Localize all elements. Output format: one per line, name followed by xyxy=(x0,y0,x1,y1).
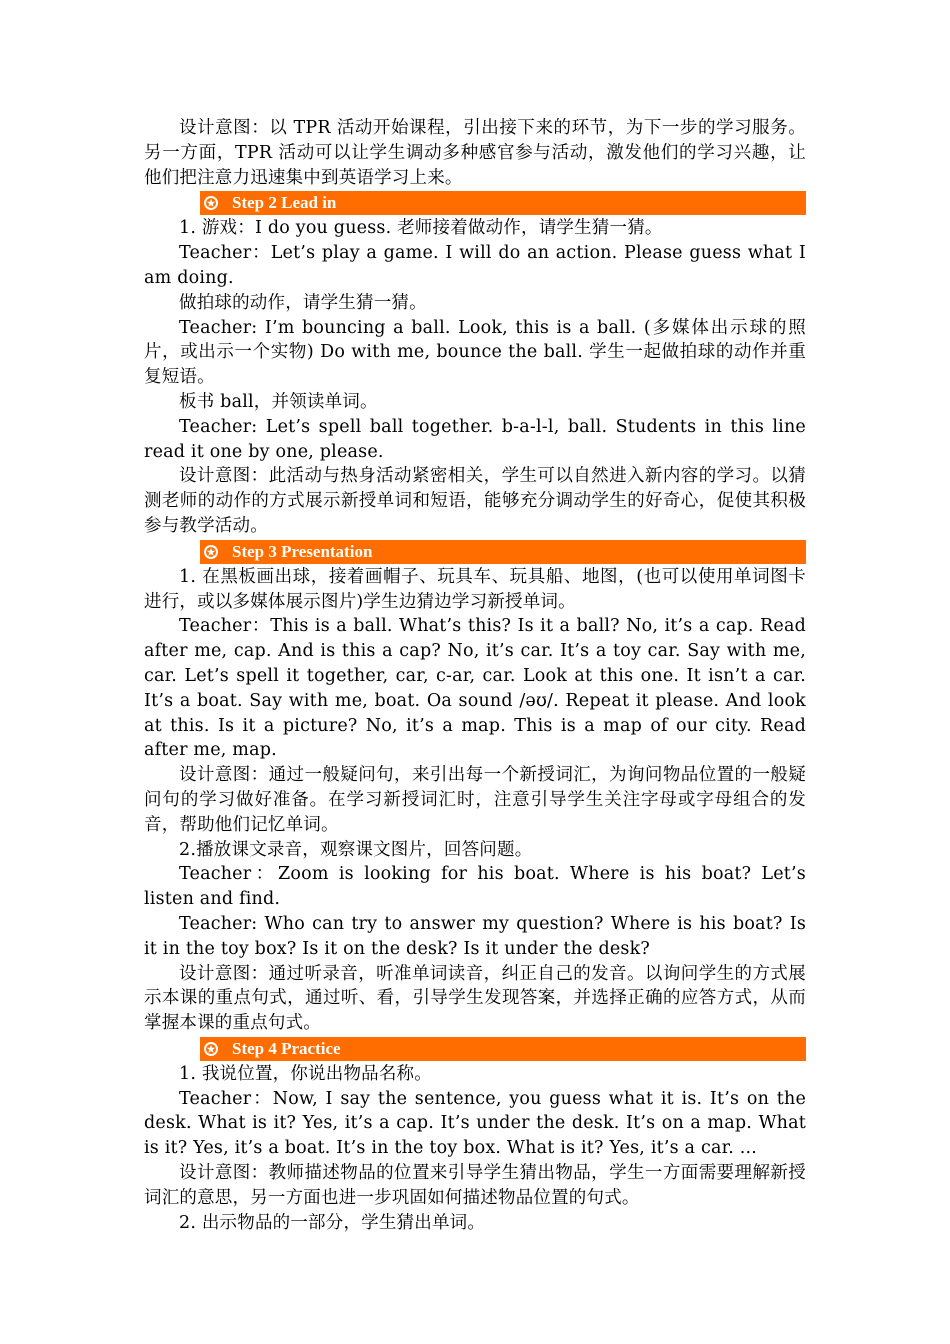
step-3-header xyxy=(200,540,806,564)
teacher-line: Teacher：Zoom is looking for his boat. Where is his boat? Let’s listen and find. xyxy=(144,864,806,910)
practice-instruction: 1. 我说位置，你说出物品名称。 xyxy=(179,1063,432,1084)
document-page xyxy=(144,116,806,1235)
design-intent-paragraph: 设计意图：教师描述物品的位置来引导学生猜出物品，学生一方面需要理解新授词汇的意思，另一方面也进一步巩固如何描述物品位置的句式。 xyxy=(144,1163,806,1208)
listening-instruction: 2.播放课文录音，观察课文图片，回答问题。 xyxy=(179,839,533,860)
design-intent-paragraph: 设计意图：通过听录音，听准单词读音，纠正自己的发音。以询问学生的方式展示本课的重点句式，通过听、看，引导学生发现答案，并选择正确的应答方式，从而掌握本课的重点句式。 xyxy=(144,963,806,1034)
teacher-line: Teacher: I’m bouncing a ball. Look, this is a ball. (多媒体出示球的照片，或出示一个实物) Do with me, bounce the ball. 学生一起做拍球的动作并重复短语。 xyxy=(144,317,806,388)
step-4-title: Step 4 Practice xyxy=(232,1038,341,1058)
presentation-instruction: 1. 在黑板画出球，接着画帽子、玩具车、玩具船、地图，(也可以使用单词图卡进行，或以多媒体展示图片)学生边猜边学习新授单词。 xyxy=(144,566,806,612)
star-circle-icon xyxy=(204,545,218,559)
board-instruction: 板书 ball，并领读单词。 xyxy=(179,391,378,412)
design-intent-paragraph: 设计意图：此活动与热身活动紧密相关，学生可以自然进入新内容的学习。以猜测老师的动作的方式展示新授单词和短语，能够充分调动学生的好奇心，促使其积极参与教学活动。 xyxy=(144,466,806,536)
star-circle-icon xyxy=(204,1042,218,1056)
design-intent-paragraph: 设计意图：以 TPR 活动开始课程，引出接下来的环节，为下一步的学习服务。另一方面，TPR 活动可以让学生调动多种感官参与活动，激发他们的学习兴趣，让他们把注意力迅速集中到英语学习上来。 xyxy=(144,118,806,188)
teacher-line: Teacher: Let’s spell ball together. b-a-l-l, ball. Students in this line read it one by one, please. xyxy=(144,416,806,462)
teacher-line: Teacher：Let’s play a game. I will do an action. Please guess what I am doing. xyxy=(144,243,806,288)
step-2-title: Step 2 Lead in xyxy=(232,193,337,213)
design-intent-paragraph: 设计意图：通过一般疑问句，来引出每一个新授词汇，为询问物品位置的一般疑问句的学习做好准备。在学习新授词汇时，注意引导学生关注字母或字母组合的发音，帮助他们记忆单词。 xyxy=(144,765,806,835)
star-circle-icon xyxy=(204,196,218,210)
game-instruction: 1. 游戏：I do you guess. 老师接着做动作，请学生猜一猜。 xyxy=(179,218,663,239)
step-2-header xyxy=(200,191,806,215)
teacher-line: Teacher：Now, I say the sentence, you guess what it is. It’s on the desk. What is it? Yes, it’s a cap. It’s under the desk. It’s on a map. What is it? Yes, it’s a boat. It’s in the toy box. What is it? Yes, it’s a car. ... xyxy=(144,1088,806,1159)
step-4-header xyxy=(200,1037,806,1061)
step-3-title: Step 3 Presentation xyxy=(232,541,373,561)
teacher-line: Teacher: Who can try to answer my question? Where is his boat? Is it in the toy box? Is it on the desk? Is it under the desk? xyxy=(144,913,806,959)
action-instruction: 做拍球的动作，请学生猜一猜。 xyxy=(179,292,427,313)
teacher-line: Teacher：This is a ball. What’s this? Is it a ball? No, it’s a cap. Read after me, cap. And is this a cap? No, it’s car. It’s a toy car. Say with me, car. Let’s spell it together, car, c-ar, car. Look at this one. It isn’t a car. It’s a boat. Say with me, boat. Oa sound /əʊ/. Repeat it please. And look at this. Is it a picture? No, it’s a map. This is a map of our city. Read after me, map. xyxy=(144,616,806,761)
practice-instruction: 2. 出示物品的一部分，学生猜出单词。 xyxy=(179,1212,486,1233)
